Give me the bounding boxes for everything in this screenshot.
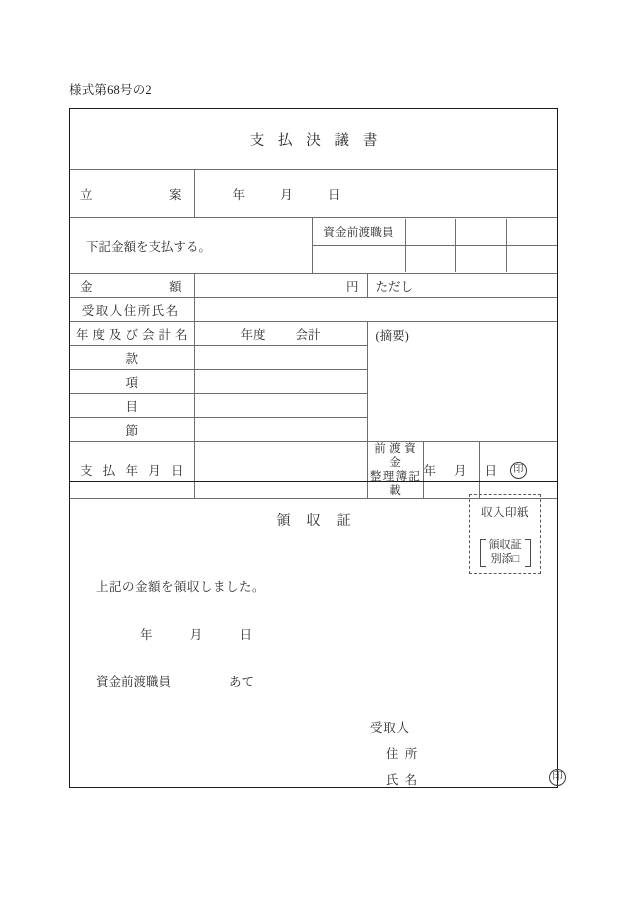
- pay-statement-text: 下記金額を支払する。: [86, 239, 212, 254]
- approval-stamp-grid: [313, 219, 558, 272]
- receipt-year-label: 年: [140, 628, 154, 642]
- draft-month-label: 月: [280, 187, 295, 202]
- budget-value-cell[interactable]: [194, 394, 367, 418]
- receipt-attach-line1: 領収証: [488, 539, 522, 551]
- approval-cell-2[interactable]: [456, 219, 507, 246]
- remarks-label: (摘要): [375, 329, 409, 343]
- ledger-date-line: [423, 461, 498, 479]
- receipt-seal-wrap: [549, 769, 566, 786]
- upper-table: [70, 109, 557, 499]
- budget-label-cell: [70, 394, 194, 418]
- budget-value-cell[interactable]: [194, 370, 367, 394]
- remarks-cell[interactable]: [367, 322, 557, 442]
- draft-year-label: 年: [232, 187, 247, 202]
- draft-row: [70, 170, 557, 218]
- fiscal-year-label: 年度: [240, 327, 266, 342]
- form-number: 様式第68号の2: [69, 83, 152, 97]
- amount-unit: 円: [345, 279, 359, 294]
- receipt-attach-line2: 別添□: [490, 553, 520, 565]
- budget-label: 節: [125, 423, 138, 438]
- approval-grid-label: 資金前渡職員: [313, 219, 406, 246]
- draft-date-line: [195, 185, 558, 203]
- amount-label: 金額: [80, 279, 182, 294]
- form-frame: [69, 108, 563, 788]
- payee-address-value-cell[interactable]: [194, 298, 557, 322]
- amount-value-cell[interactable]: [194, 274, 367, 298]
- receipt-day-label: 日: [239, 628, 254, 642]
- pay-statement-row: [70, 218, 557, 274]
- pay-statement-cell: [70, 218, 312, 274]
- ledger-year-label: 年: [423, 464, 437, 478]
- fiscal-account-label: 会計: [295, 327, 321, 342]
- receipt-payee-name-label: 氏名: [386, 773, 424, 787]
- budget-label: 項: [125, 375, 138, 390]
- budget-label-cell: [70, 418, 194, 442]
- fiscal-value-line: [195, 325, 367, 343]
- receipt-payee-heading: 受取人: [370, 721, 410, 735]
- page-title: 支払決議書: [249, 132, 392, 149]
- fiscal-year-row: [70, 322, 557, 346]
- receipt-title: 領収証: [276, 514, 367, 529]
- seal-icon: 印: [510, 462, 527, 479]
- receipt-payee-block: [350, 718, 566, 788]
- receipt-addressee-label: 資金前渡職員: [96, 675, 172, 689]
- budget-label: 款: [125, 351, 138, 366]
- ledger-day-label: 日: [484, 464, 498, 478]
- approval-cell-6[interactable]: [456, 246, 507, 273]
- payment-date-label: 支払年月日: [80, 464, 184, 478]
- ledger-label-line2: 整理簿記載: [369, 471, 422, 497]
- fiscal-label-cell: [70, 322, 194, 346]
- approval-grid-row: [313, 246, 558, 273]
- budget-label-cell: [70, 370, 194, 394]
- draft-day-label: 日: [328, 187, 342, 202]
- amount-row: [70, 274, 557, 298]
- amount-label-cell: [70, 274, 194, 298]
- receipt-date-line: [140, 625, 253, 643]
- receipt-month-label: 月: [189, 628, 204, 642]
- title-row: [70, 109, 557, 170]
- budget-label-cell: [70, 346, 194, 370]
- receipt-addressee-suffix: あて: [229, 675, 255, 689]
- approval-grid-row: [313, 219, 558, 246]
- approval-cell-4[interactable]: [313, 246, 406, 273]
- draft-label: 立案: [80, 187, 182, 202]
- approval-grid-cell: [312, 218, 557, 274]
- fiscal-label: 年度及び会計名: [76, 327, 188, 342]
- receipt-section: [70, 481, 563, 787]
- payee-address-label-cell: [70, 298, 194, 322]
- budget-label: 目: [125, 399, 138, 414]
- receipt-payee-address-row[interactable]: [350, 744, 566, 762]
- draft-label-cell: [70, 170, 194, 218]
- amount-note-label: ただし: [375, 279, 414, 294]
- budget-value-cell[interactable]: [194, 418, 367, 442]
- payee-address-row: [70, 298, 557, 322]
- revenue-stamp-box[interactable]: [469, 494, 541, 574]
- receipt-acknowledgement: 上記の金額を領収しました。: [96, 580, 266, 594]
- amount-note-cell[interactable]: [367, 274, 557, 298]
- receipt-payee-name-row[interactable]: [350, 770, 566, 788]
- fiscal-value-cell[interactable]: [194, 322, 367, 346]
- ledger-month-label: 月: [454, 464, 467, 478]
- receipt-addressee-line: [96, 672, 254, 690]
- receipt-attach-bracket: [480, 538, 531, 566]
- approval-cell-5[interactable]: [405, 246, 456, 273]
- approval-cell-7[interactable]: [506, 246, 557, 273]
- receipt-payee-address-label: 住所: [386, 747, 424, 761]
- approval-cell-1[interactable]: [405, 219, 456, 246]
- budget-value-cell[interactable]: [194, 346, 367, 370]
- draft-date-cell[interactable]: [194, 170, 557, 218]
- ledger-label-line1: 前渡資金: [374, 443, 420, 469]
- seal-icon: 印: [549, 769, 566, 786]
- payee-address-label: 受取人住所氏名: [81, 303, 180, 318]
- approval-cell-3[interactable]: [506, 219, 557, 246]
- revenue-stamp-heading: 収入印紙: [481, 507, 529, 519]
